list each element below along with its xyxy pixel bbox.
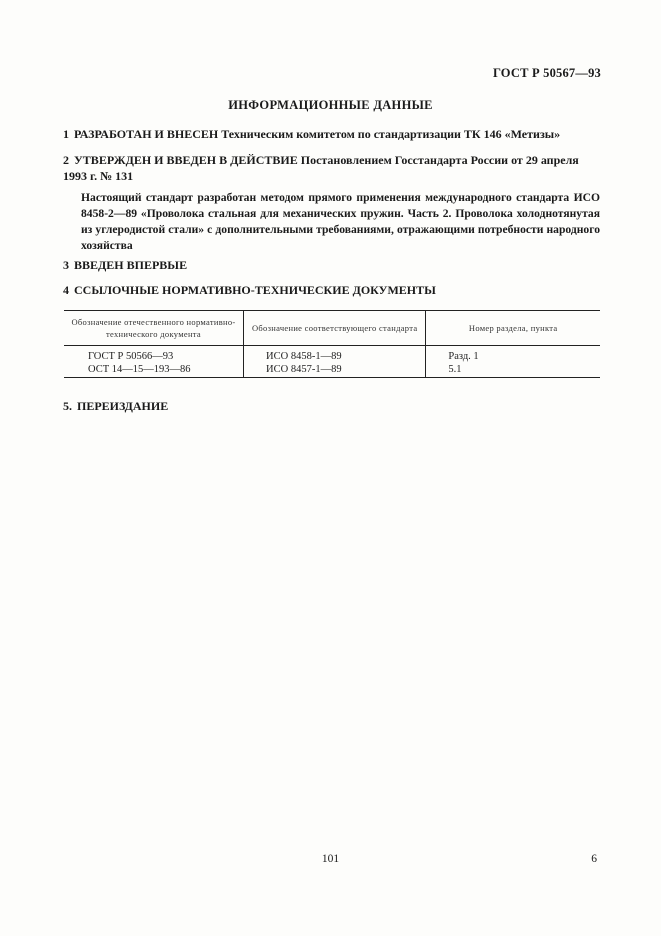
item-text: ПЕРЕИЗДАНИЕ xyxy=(77,399,169,413)
info-item-5 xyxy=(63,398,599,414)
table-header-row xyxy=(64,311,600,346)
item-number: 1 xyxy=(63,127,69,141)
item-text: ССЫЛОЧНЫЕ НОРМАТИВНО-ТЕХНИЧЕСКИЕ ДОКУМЕНТЫ xyxy=(74,283,436,297)
info-item-4 xyxy=(63,282,599,298)
item-number: 5. xyxy=(63,399,72,413)
info-item-1 xyxy=(63,126,599,142)
cell-corresponding-standard: ИСО 8458-1—89 xyxy=(244,346,426,363)
item-number: 3 xyxy=(63,258,69,272)
item-text: ВВЕДЕН ВПЕРВЫЕ xyxy=(74,258,188,272)
cell-domestic-doc: ГОСТ Р 50566—93 xyxy=(88,351,174,362)
cell-section-number: Разд. 1 xyxy=(426,346,600,363)
reference-documents-table xyxy=(64,310,600,378)
table-row xyxy=(64,362,600,378)
sheet-number: 6 xyxy=(591,853,597,865)
column-header-corresponding-standard: Обозначение соответствующего стандарта xyxy=(244,311,426,346)
item-text: РАЗРАБОТАН И ВНЕСЕН Техническим комитетом по стандартизации ТК 146 «Метизы» xyxy=(74,127,561,141)
cell-corresponding-standard: ИСО 8457-1—89 xyxy=(244,362,426,378)
item-text: УТВЕРЖДЕН И ВВЕДЕН В ДЕЙСТВИЕ Постановлением Госстандарта России от 29 апреля 1993 г. № 131 xyxy=(63,153,579,183)
standard-description: Настоящий стандарт разработан методом прямого применения международного стандарта ИСО 8458-2—89 «Проволока стальная для механических пружин. Часть 2. Проволока холоднотянутая из углеродистой стали» с дополнительными требованиями, отражающими потребности народного хозяйства xyxy=(81,191,600,252)
column-header-section-number: Номер раздела, пункта xyxy=(426,311,600,346)
column-header-domestic-doc: Обозначение отечественного нормативно-технического документа xyxy=(64,311,244,346)
info-item-2 xyxy=(63,152,599,184)
item-number: 2 xyxy=(63,153,69,167)
section-title: ИНФОРМАЦИОННЫЕ ДАННЫЕ xyxy=(228,98,433,112)
page-number: 101 xyxy=(321,853,340,865)
table-row xyxy=(64,346,600,363)
cell-domestic-doc: ОСТ 14—15—193—86 xyxy=(64,362,244,378)
item-number: 4 xyxy=(63,283,69,297)
info-item-3 xyxy=(63,257,599,273)
document-code: ГОСТ Р 50567—93 xyxy=(492,66,601,80)
cell-section-number: 5.1 xyxy=(426,362,600,378)
